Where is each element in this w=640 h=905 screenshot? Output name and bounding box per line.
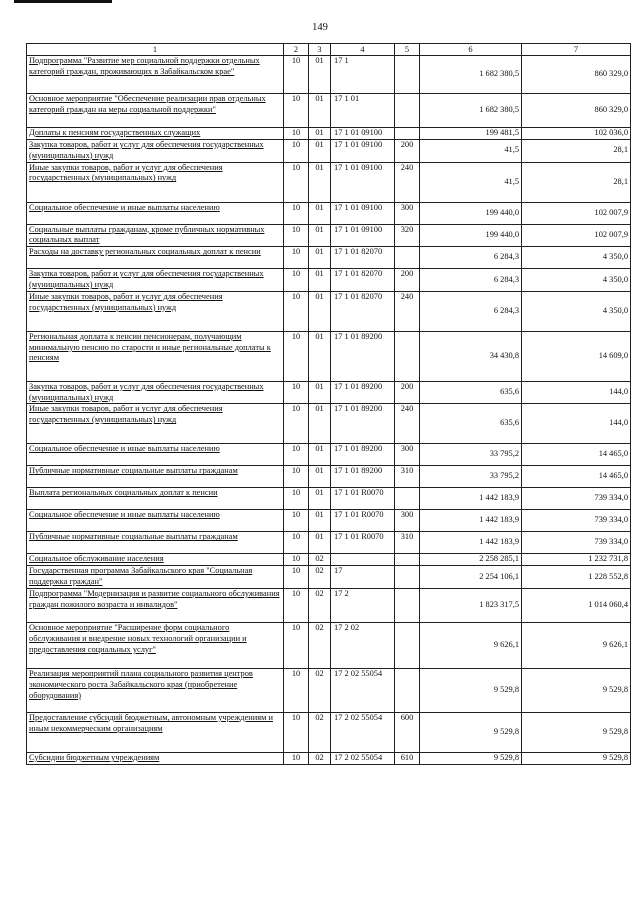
row-value-2: 4 350,0 bbox=[522, 269, 631, 292]
row-section: 10 bbox=[284, 712, 309, 752]
row-expense-type bbox=[395, 588, 420, 622]
row-expense-type: 240 bbox=[395, 404, 420, 444]
row-target-article: 17 2 02 bbox=[331, 622, 395, 668]
row-expense-type: 300 bbox=[395, 202, 420, 224]
row-name-text: Закупка товаров, работ и услуг для обеспечения государственных (муниципальных) нужд bbox=[29, 269, 264, 289]
table-row bbox=[27, 466, 631, 488]
row-subsection: 01 bbox=[309, 510, 331, 532]
row-section: 10 bbox=[284, 488, 309, 510]
row-section: 10 bbox=[284, 404, 309, 444]
row-name bbox=[27, 202, 284, 224]
row-expense-type bbox=[395, 331, 420, 381]
table-row bbox=[27, 444, 631, 466]
row-subsection: 02 bbox=[309, 622, 331, 668]
row-name bbox=[27, 712, 284, 752]
table-row bbox=[27, 752, 631, 764]
row-name-text: Подпрограмма "Модернизация и развитие социального обслуживания граждан пожилого возраста и инвалидов" bbox=[29, 588, 280, 609]
row-section: 10 bbox=[284, 752, 309, 764]
row-section: 10 bbox=[284, 202, 309, 224]
row-value-2: 739 334,0 bbox=[522, 532, 631, 554]
row-section: 10 bbox=[284, 668, 309, 712]
row-subsection: 01 bbox=[309, 202, 331, 224]
row-expense-type bbox=[395, 128, 420, 140]
row-name bbox=[27, 56, 284, 94]
row-value-1: 1 442 183,9 bbox=[420, 488, 522, 510]
row-expense-type: 200 bbox=[395, 269, 420, 292]
row-target-article: 17 2 02 55054 bbox=[331, 712, 395, 752]
table-row bbox=[27, 668, 631, 712]
row-expense-type: 610 bbox=[395, 752, 420, 764]
row-subsection: 01 bbox=[309, 381, 331, 404]
row-target-article: 17 1 01 82070 bbox=[331, 291, 395, 331]
row-subsection: 01 bbox=[309, 404, 331, 444]
col-header-2: 2 bbox=[284, 44, 309, 56]
row-name bbox=[27, 444, 284, 466]
row-target-article: 17 1 01 89200 bbox=[331, 466, 395, 488]
row-subsection: 01 bbox=[309, 466, 331, 488]
row-name-text: Социальное обеспечение и иные выплаты населению bbox=[29, 444, 220, 454]
row-expense-type: 200 bbox=[395, 140, 420, 163]
row-value-2: 28,1 bbox=[522, 162, 631, 202]
row-target-article: 17 1 01 82070 bbox=[331, 247, 395, 269]
table-row bbox=[27, 140, 631, 163]
row-expense-type: 300 bbox=[395, 510, 420, 532]
table-row bbox=[27, 331, 631, 381]
row-value-2: 1 014 060,4 bbox=[522, 588, 631, 622]
col-header-6: 6 bbox=[420, 44, 522, 56]
row-name bbox=[27, 588, 284, 622]
row-name-text: Иные закупки товаров, работ и услуг для обеспечения государственных (муниципальных) нужд bbox=[29, 291, 223, 312]
row-name bbox=[27, 466, 284, 488]
row-value-2: 144,0 bbox=[522, 404, 631, 444]
row-subsection: 01 bbox=[309, 444, 331, 466]
row-section: 10 bbox=[284, 291, 309, 331]
row-value-1: 9 529,8 bbox=[420, 712, 522, 752]
row-value-2: 9 529,8 bbox=[522, 752, 631, 764]
row-name-text: Иные закупки товаров, работ и услуг для обеспечения государственных (муниципальных) нужд bbox=[29, 404, 223, 425]
table-row bbox=[27, 224, 631, 247]
row-name bbox=[27, 247, 284, 269]
row-value-2: 4 350,0 bbox=[522, 247, 631, 269]
row-subsection: 01 bbox=[309, 224, 331, 247]
table-row bbox=[27, 128, 631, 140]
row-value-1: 41,5 bbox=[420, 140, 522, 163]
row-name-text: Социальное обслуживание населения bbox=[29, 554, 164, 564]
row-name bbox=[27, 752, 284, 764]
row-target-article: 17 1 01 09100 bbox=[331, 224, 395, 247]
row-subsection: 02 bbox=[309, 668, 331, 712]
row-name bbox=[27, 381, 284, 404]
row-section: 10 bbox=[284, 566, 309, 589]
row-subsection: 01 bbox=[309, 140, 331, 163]
row-value-1: 6 284,3 bbox=[420, 269, 522, 292]
row-section: 10 bbox=[284, 554, 309, 566]
row-value-1: 635,6 bbox=[420, 381, 522, 404]
row-name bbox=[27, 404, 284, 444]
top-border-mark bbox=[14, 0, 112, 3]
table-row bbox=[27, 269, 631, 292]
table-row bbox=[27, 202, 631, 224]
row-section: 10 bbox=[284, 331, 309, 381]
row-target-article: 17 2 02 55054 bbox=[331, 668, 395, 712]
row-value-2: 14 609,0 bbox=[522, 331, 631, 381]
row-value-1: 635,6 bbox=[420, 404, 522, 444]
col-header-5: 5 bbox=[395, 44, 420, 56]
row-expense-type: 310 bbox=[395, 466, 420, 488]
row-value-1: 1 823 317,5 bbox=[420, 588, 522, 622]
table-row bbox=[27, 622, 631, 668]
row-section: 10 bbox=[284, 56, 309, 94]
row-name bbox=[27, 94, 284, 128]
row-name bbox=[27, 488, 284, 510]
row-expense-type: 320 bbox=[395, 224, 420, 247]
row-target-article: 17 1 01 09100 bbox=[331, 162, 395, 202]
budget-table bbox=[26, 43, 631, 765]
table-row bbox=[27, 566, 631, 589]
row-value-1: 33 795,2 bbox=[420, 466, 522, 488]
row-value-2: 102 007,9 bbox=[522, 202, 631, 224]
table-body bbox=[27, 56, 631, 765]
row-expense-type bbox=[395, 488, 420, 510]
row-value-2: 102 007,9 bbox=[522, 224, 631, 247]
row-target-article: 17 1 01 R0070 bbox=[331, 488, 395, 510]
row-name-text: Доплаты к пенсиям государственных служащих bbox=[29, 128, 201, 137]
row-subsection: 01 bbox=[309, 94, 331, 128]
row-name-text: Предоставление субсидий бюджетным, автономным учреждениям и иным некоммерческим организациям bbox=[29, 712, 273, 733]
col-header-1: 1 bbox=[27, 44, 284, 56]
row-target-article: 17 1 01 09100 bbox=[331, 140, 395, 163]
row-expense-type: 310 bbox=[395, 532, 420, 554]
row-subsection: 01 bbox=[309, 56, 331, 94]
table-row bbox=[27, 94, 631, 128]
table-row bbox=[27, 162, 631, 202]
row-subsection: 02 bbox=[309, 712, 331, 752]
row-name-text: Государственная программа Забайкальского края "Социальная поддержка граждан" bbox=[29, 566, 253, 587]
row-value-1: 1 442 183,9 bbox=[420, 510, 522, 532]
row-section: 10 bbox=[284, 128, 309, 140]
row-subsection: 01 bbox=[309, 488, 331, 510]
col-header-7: 7 bbox=[522, 44, 631, 56]
row-name-text: Закупка товаров, работ и услуг для обеспечения государственных (муниципальных) нужд bbox=[29, 381, 264, 402]
row-name bbox=[27, 140, 284, 163]
row-name bbox=[27, 510, 284, 532]
row-name-text: Социальное обеспечение и иные выплаты населению bbox=[29, 510, 220, 520]
row-subsection: 02 bbox=[309, 554, 331, 566]
row-subsection: 01 bbox=[309, 269, 331, 292]
row-target-article: 17 1 01 R0070 bbox=[331, 510, 395, 532]
row-value-2: 9 529,8 bbox=[522, 712, 631, 752]
row-section: 10 bbox=[284, 532, 309, 554]
row-name bbox=[27, 224, 284, 247]
row-expense-type bbox=[395, 247, 420, 269]
row-name-text: Социальное обеспечение и иные выплаты населению bbox=[29, 202, 220, 212]
row-name-text: Реализация мероприятий плана социального развития центров экономического роста Забайкальского края (приобретение оборудования) bbox=[29, 668, 253, 700]
row-value-1: 34 430,8 bbox=[420, 331, 522, 381]
row-value-1: 1 442 183,9 bbox=[420, 532, 522, 554]
row-section: 10 bbox=[284, 622, 309, 668]
row-value-1: 199 481,5 bbox=[420, 128, 522, 140]
row-subsection: 02 bbox=[309, 752, 331, 764]
row-expense-type: 240 bbox=[395, 291, 420, 331]
row-value-1: 33 795,2 bbox=[420, 444, 522, 466]
row-value-2: 14 465,0 bbox=[522, 466, 631, 488]
row-name-text: Закупка товаров, работ и услуг для обеспечения государственных (муниципальных) нужд bbox=[29, 140, 264, 160]
row-section: 10 bbox=[284, 140, 309, 163]
row-name-text: Подпрограмма "Развитие мер социальной поддержки отдельных категорий граждан, проживающих в Забайкальском крае" bbox=[29, 56, 260, 76]
row-value-2: 9 626,1 bbox=[522, 622, 631, 668]
row-value-1: 9 529,8 bbox=[420, 668, 522, 712]
row-value-1: 1 682 380,5 bbox=[420, 56, 522, 94]
table-row bbox=[27, 56, 631, 94]
row-expense-type: 200 bbox=[395, 381, 420, 404]
row-target-article: 17 1 01 89200 bbox=[331, 404, 395, 444]
table-row bbox=[27, 532, 631, 554]
row-target-article: 17 1 01 bbox=[331, 94, 395, 128]
row-expense-type: 300 bbox=[395, 444, 420, 466]
row-name-text: Субсидии бюджетным учреждениям bbox=[29, 752, 160, 762]
row-name-text: Иные закупки товаров, работ и услуг для обеспечения государственных (муниципальных) нужд bbox=[29, 162, 223, 183]
row-expense-type bbox=[395, 566, 420, 589]
row-name bbox=[27, 291, 284, 331]
row-value-2: 739 334,0 bbox=[522, 510, 631, 532]
page-number: 149 bbox=[312, 22, 328, 33]
row-subsection: 02 bbox=[309, 588, 331, 622]
table-row bbox=[27, 381, 631, 404]
row-target-article: 17 1 01 82070 bbox=[331, 269, 395, 292]
row-value-1: 199 440,0 bbox=[420, 224, 522, 247]
table-row bbox=[27, 247, 631, 269]
row-value-2: 1 228 552,8 bbox=[522, 566, 631, 589]
row-expense-type bbox=[395, 668, 420, 712]
table-row bbox=[27, 712, 631, 752]
row-section: 10 bbox=[284, 510, 309, 532]
row-value-2: 144,0 bbox=[522, 381, 631, 404]
row-value-1: 6 284,3 bbox=[420, 291, 522, 331]
row-subsection: 01 bbox=[309, 128, 331, 140]
row-expense-type bbox=[395, 554, 420, 566]
table-row bbox=[27, 554, 631, 566]
col-header-3: 3 bbox=[309, 44, 331, 56]
row-name bbox=[27, 668, 284, 712]
row-target-article: 17 2 02 55054 bbox=[331, 752, 395, 764]
row-value-1: 9 626,1 bbox=[420, 622, 522, 668]
row-value-1: 2 258 285,1 bbox=[420, 554, 522, 566]
row-value-1: 6 284,3 bbox=[420, 247, 522, 269]
row-expense-type bbox=[395, 56, 420, 94]
row-name bbox=[27, 269, 284, 292]
row-name bbox=[27, 532, 284, 554]
row-section: 10 bbox=[284, 444, 309, 466]
row-value-2: 28,1 bbox=[522, 140, 631, 163]
row-name bbox=[27, 331, 284, 381]
table-row bbox=[27, 404, 631, 444]
row-target-article: 17 1 01 89200 bbox=[331, 331, 395, 381]
row-target-article: 17 bbox=[331, 566, 395, 589]
row-section: 10 bbox=[284, 162, 309, 202]
row-expense-type bbox=[395, 94, 420, 128]
row-name-text: Публичные нормативные социальные выплаты гражданам bbox=[29, 466, 238, 476]
row-value-2: 9 529,8 bbox=[522, 668, 631, 712]
row-name-text: Выплата региональных социальных доплат к пенсии bbox=[29, 488, 218, 498]
row-value-1: 1 682 380,5 bbox=[420, 94, 522, 128]
row-name bbox=[27, 554, 284, 566]
table-row bbox=[27, 488, 631, 510]
row-value-1: 41,5 bbox=[420, 162, 522, 202]
row-target-article: 17 1 01 89200 bbox=[331, 444, 395, 466]
row-value-2: 860 329,0 bbox=[522, 94, 631, 128]
row-value-2: 1 232 731,8 bbox=[522, 554, 631, 566]
row-section: 10 bbox=[284, 247, 309, 269]
row-target-article: 17 1 bbox=[331, 56, 395, 94]
row-value-2: 102 036,0 bbox=[522, 128, 631, 140]
row-section: 10 bbox=[284, 466, 309, 488]
row-name-text: Социальные выплаты гражданам, кроме публичных нормативных социальных выплат bbox=[29, 224, 265, 245]
row-section: 10 bbox=[284, 94, 309, 128]
row-target-article: 17 1 01 09100 bbox=[331, 202, 395, 224]
row-name bbox=[27, 566, 284, 589]
row-value-2: 4 350,0 bbox=[522, 291, 631, 331]
row-target-article: 17 1 01 R0070 bbox=[331, 532, 395, 554]
row-target-article: 17 1 01 09100 bbox=[331, 128, 395, 140]
row-subsection: 01 bbox=[309, 331, 331, 381]
row-name bbox=[27, 622, 284, 668]
row-name bbox=[27, 162, 284, 202]
row-value-2: 860 329,0 bbox=[522, 56, 631, 94]
row-subsection: 01 bbox=[309, 247, 331, 269]
row-expense-type: 600 bbox=[395, 712, 420, 752]
row-name-text: Публичные нормативные социальные выплаты гражданам bbox=[29, 532, 238, 542]
row-target-article bbox=[331, 554, 395, 566]
row-name-text: Основное мероприятие "Расширение форм социального обслуживания и внедрение новых технологий организации и предоставления социальных услуг" bbox=[29, 622, 247, 654]
row-subsection: 01 bbox=[309, 162, 331, 202]
table-row bbox=[27, 291, 631, 331]
table-header-row bbox=[27, 44, 631, 56]
row-expense-type: 240 bbox=[395, 162, 420, 202]
row-value-2: 14 465,0 bbox=[522, 444, 631, 466]
row-value-2: 739 334,0 bbox=[522, 488, 631, 510]
row-value-1: 9 529,8 bbox=[420, 752, 522, 764]
row-value-1: 2 254 106,1 bbox=[420, 566, 522, 589]
row-subsection: 02 bbox=[309, 566, 331, 589]
row-subsection: 01 bbox=[309, 532, 331, 554]
row-name-text: Основное мероприятие "Обеспечение реализации прав отдельных категорий граждан на меры социальной поддержки" bbox=[29, 94, 266, 114]
table-row bbox=[27, 588, 631, 622]
row-target-article: 17 2 bbox=[331, 588, 395, 622]
row-name bbox=[27, 128, 284, 140]
row-section: 10 bbox=[284, 588, 309, 622]
row-section: 10 bbox=[284, 381, 309, 404]
row-target-article: 17 1 01 89200 bbox=[331, 381, 395, 404]
row-name-text: Региональная доплата к пенсии пенсионерам, получающим минимальную пенсию по старости и иные региональные доплаты к пенсиям bbox=[29, 331, 271, 363]
row-name-text: Расходы на доставку региональных социальных доплат к пенсии bbox=[29, 247, 261, 257]
row-section: 10 bbox=[284, 224, 309, 247]
row-subsection: 01 bbox=[309, 291, 331, 331]
table-row bbox=[27, 510, 631, 532]
col-header-4: 4 bbox=[331, 44, 395, 56]
row-expense-type bbox=[395, 622, 420, 668]
row-section: 10 bbox=[284, 269, 309, 292]
row-value-1: 199 440,0 bbox=[420, 202, 522, 224]
